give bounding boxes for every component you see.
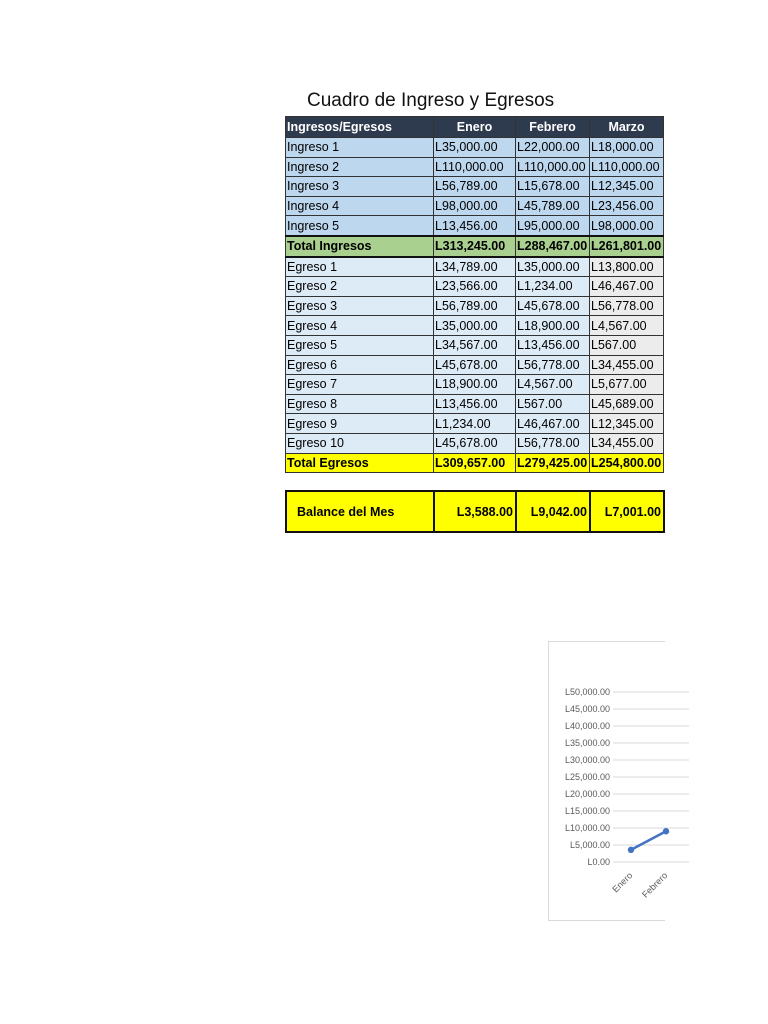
value-cell[interactable]: L13,456.00 (434, 216, 516, 236)
egreso-row (286, 335, 664, 355)
data-point[interactable] (628, 847, 634, 853)
row-label[interactable]: Ingreso 4 (286, 196, 434, 216)
column-header[interactable]: Enero (434, 117, 516, 138)
balance-label[interactable]: Balance del Mes (286, 491, 434, 532)
value-cell[interactable]: L98,000.00 (434, 196, 516, 216)
value-cell[interactable]: L110,000.00 (516, 157, 590, 177)
balance-row (286, 491, 664, 532)
row-label[interactable]: Egreso 7 (286, 375, 434, 395)
value-cell[interactable]: L1,234.00 (434, 414, 516, 434)
value-cell[interactable]: L34,455.00 (590, 355, 664, 375)
y-tick-label: L15,000.00 (564, 806, 610, 816)
table-header-row (286, 117, 664, 138)
value-cell[interactable]: L18,900.00 (516, 316, 590, 336)
value-cell[interactable]: L13,800.00 (590, 257, 664, 277)
value-cell[interactable]: L4,567.00 (516, 375, 590, 395)
row-label[interactable]: Ingreso 3 (286, 177, 434, 197)
value-cell[interactable]: L22,000.00 (516, 138, 590, 158)
balance-table (285, 490, 665, 533)
value-cell[interactable]: L35,000.00 (434, 138, 516, 158)
y-tick-label: L20,000.00 (564, 789, 610, 799)
value-cell[interactable]: L15,678.00 (516, 177, 590, 197)
ingreso-row (286, 216, 664, 236)
row-label[interactable]: Egreso 6 (286, 355, 434, 375)
value-cell[interactable]: L567.00 (590, 335, 664, 355)
y-tick-label: L10,000.00 (564, 823, 610, 833)
y-tick-label: L45,000.00 (564, 704, 610, 714)
total-label[interactable]: Total Egresos (286, 453, 434, 473)
value-cell[interactable]: L261,801.00 (590, 236, 664, 257)
x-tick-label: Febrero (640, 870, 670, 900)
value-cell[interactable]: L13,456.00 (434, 394, 516, 414)
egreso-row (286, 375, 664, 395)
value-cell[interactable]: L567.00 (516, 394, 590, 414)
row-label[interactable]: Egreso 5 (286, 335, 434, 355)
ingreso-row (286, 138, 664, 158)
egreso-row (286, 433, 664, 453)
sheet-title: Cuadro de Ingreso y Egresos (307, 90, 555, 111)
ingreso-row (286, 177, 664, 197)
y-tick-label: L50,000.00 (564, 687, 610, 697)
value-cell[interactable]: L4,567.00 (590, 316, 664, 336)
value-cell[interactable]: L35,000.00 (516, 257, 590, 277)
egreso-row (286, 394, 664, 414)
row-label[interactable]: Egreso 9 (286, 414, 434, 434)
value-cell[interactable]: L56,778.00 (516, 433, 590, 453)
x-tick-label: Enero (610, 870, 635, 895)
income-expense-table (285, 116, 664, 473)
row-label[interactable]: Egreso 3 (286, 296, 434, 316)
egreso-row (286, 277, 664, 297)
value-cell[interactable]: L45,689.00 (590, 394, 664, 414)
column-header[interactable]: Febrero (516, 117, 590, 138)
balance-cell[interactable]: L9,042.00 (516, 491, 590, 532)
value-cell[interactable]: L313,245.00 (434, 236, 516, 257)
series-line[interactable] (631, 831, 666, 850)
value-cell[interactable]: L34,455.00 (590, 433, 664, 453)
value-cell[interactable]: L309,657.00 (434, 453, 516, 473)
y-tick-label: L40,000.00 (564, 721, 610, 731)
egreso-row (286, 296, 664, 316)
value-cell[interactable]: L5,677.00 (590, 375, 664, 395)
value-cell[interactable]: L98,000.00 (590, 216, 664, 236)
y-tick-label: L25,000.00 (564, 772, 610, 782)
ingreso-row (286, 157, 664, 177)
balance-cell[interactable]: L3,588.00 (434, 491, 516, 532)
value-cell[interactable]: L12,345.00 (590, 414, 664, 434)
value-cell[interactable]: L56,778.00 (590, 296, 664, 316)
row-label[interactable]: Egreso 2 (286, 277, 434, 297)
value-cell[interactable]: L45,678.00 (434, 433, 516, 453)
egreso-row (286, 355, 664, 375)
value-cell[interactable]: L279,425.00 (516, 453, 590, 473)
value-cell[interactable]: L13,456.00 (516, 335, 590, 355)
value-cell[interactable]: L56,789.00 (434, 177, 516, 197)
row-label[interactable]: Egreso 8 (286, 394, 434, 414)
value-cell[interactable]: L34,567.00 (434, 335, 516, 355)
column-header[interactable]: Marzo (590, 117, 664, 138)
value-cell[interactable]: L34,789.00 (434, 257, 516, 277)
value-cell[interactable]: L46,467.00 (516, 414, 590, 434)
value-cell[interactable]: L23,566.00 (434, 277, 516, 297)
y-tick-label: L35,000.00 (564, 738, 610, 748)
data-point[interactable] (663, 828, 669, 834)
row-label[interactable]: Egreso 10 (286, 433, 434, 453)
value-cell[interactable]: L95,000.00 (516, 216, 590, 236)
value-cell[interactable]: L110,000.00 (590, 157, 664, 177)
row-label[interactable]: Ingreso 2 (286, 157, 434, 177)
total-label[interactable]: Total Ingresos (286, 236, 434, 257)
balance-cell[interactable]: L7,001.00 (590, 491, 664, 532)
value-cell[interactable]: L288,467.00 (516, 236, 590, 257)
y-tick-label: L30,000.00 (564, 755, 610, 765)
value-cell[interactable]: L56,789.00 (434, 296, 516, 316)
value-cell[interactable]: L45,789.00 (516, 196, 590, 216)
value-cell[interactable]: L12,345.00 (590, 177, 664, 197)
value-cell[interactable]: L254,800.00 (590, 453, 664, 473)
egreso-row (286, 257, 664, 277)
balance-chart[interactable] (548, 641, 670, 921)
value-cell[interactable]: L23,456.00 (590, 196, 664, 216)
row-label[interactable]: Ingreso 5 (286, 216, 434, 236)
value-cell[interactable]: L56,778.00 (516, 355, 590, 375)
egreso-row (286, 316, 664, 336)
value-cell[interactable]: L1,234.00 (516, 277, 590, 297)
value-cell[interactable]: L45,678.00 (434, 355, 516, 375)
y-tick-label: L5,000.00 (569, 840, 610, 850)
column-header[interactable]: Ingresos/Egresos (286, 117, 434, 138)
row-label[interactable]: Egreso 4 (286, 316, 434, 336)
value-cell[interactable]: L35,000.00 (434, 316, 516, 336)
value-cell[interactable]: L45,678.00 (516, 296, 590, 316)
y-tick-label: L0.00 (587, 857, 610, 867)
row-label[interactable]: Egreso 1 (286, 257, 434, 277)
ingreso-row (286, 196, 664, 216)
row-label[interactable]: Ingreso 1 (286, 138, 434, 158)
value-cell[interactable]: L46,467.00 (590, 277, 664, 297)
value-cell[interactable]: L18,000.00 (590, 138, 664, 158)
total-ingresos-row (286, 236, 664, 257)
egreso-row (286, 414, 664, 434)
total-egresos-row (286, 453, 664, 473)
value-cell[interactable]: L110,000.00 (434, 157, 516, 177)
value-cell[interactable]: L18,900.00 (434, 375, 516, 395)
chart-canvas (549, 642, 670, 920)
